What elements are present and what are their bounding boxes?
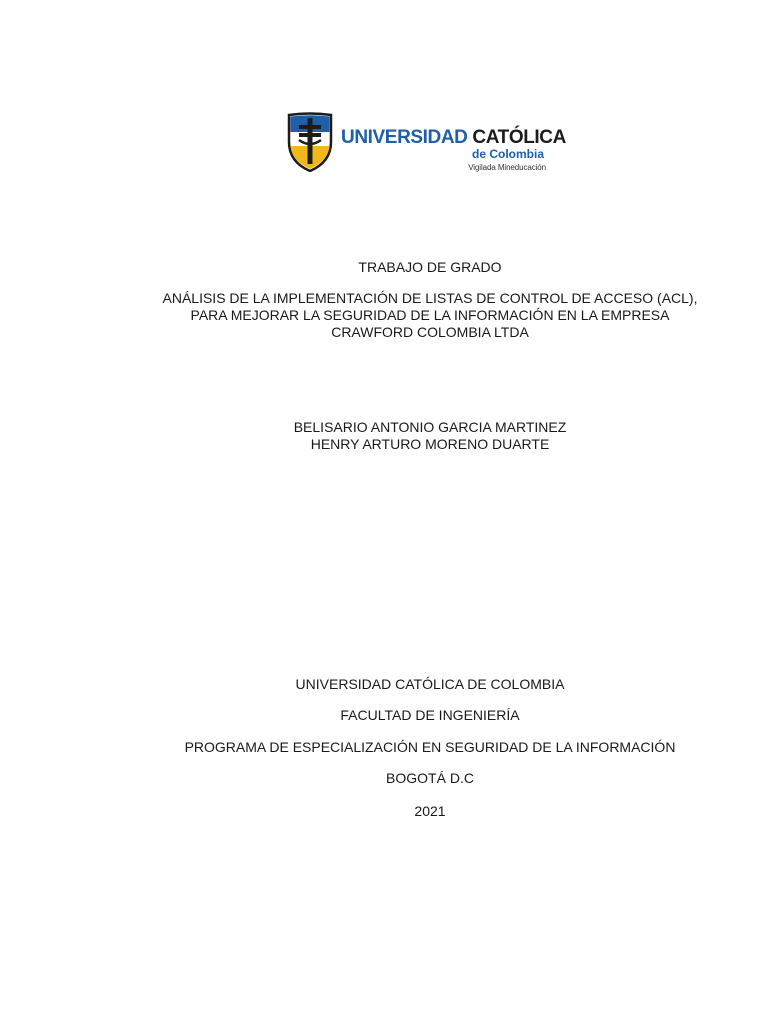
logo-wordmark [341,127,566,149]
year: 2021 [414,803,446,819]
logo-vigilada: Vigilada Mineducación [468,163,546,172]
document-type: TRABAJO DE GRADO [358,259,502,275]
title-line-3: CRAWFORD COLOMBIA LTDA [331,324,529,340]
program-name: PROGRAMA DE ESPECIALIZACIÓN EN SEGURIDAD DE LA INFORMACIÓN [184,739,676,755]
title-line-2: PARA MEJORAR LA SEGURIDAD DE LA INFORMACIÓN EN LA EMPRESA [190,307,670,323]
title-line-1: ANÁLISIS DE LA IMPLEMENTACIÓN DE LISTAS DE CONTROL DE ACCESO (ACL), [162,290,698,306]
logo-name-catolica: CATÓLICA [472,127,566,148]
faculty-name: FACULTAD DE INGENIERÍA [340,707,520,723]
city: BOGOTÁ D.C [386,770,474,786]
logo-name-universidad: UNIVERSIDAD [341,127,468,148]
author-1: BELISARIO ANTONIO GARCIA MARTINEZ [293,419,567,435]
university-logo [286,110,566,174]
university-shield-icon [286,112,334,172]
university-name: UNIVERSIDAD CATÓLICA DE COLOMBIA [295,676,565,692]
author-2: HENRY ARTURO MORENO DUARTE [310,436,550,452]
logo-subtitle: de Colombia [471,147,544,161]
